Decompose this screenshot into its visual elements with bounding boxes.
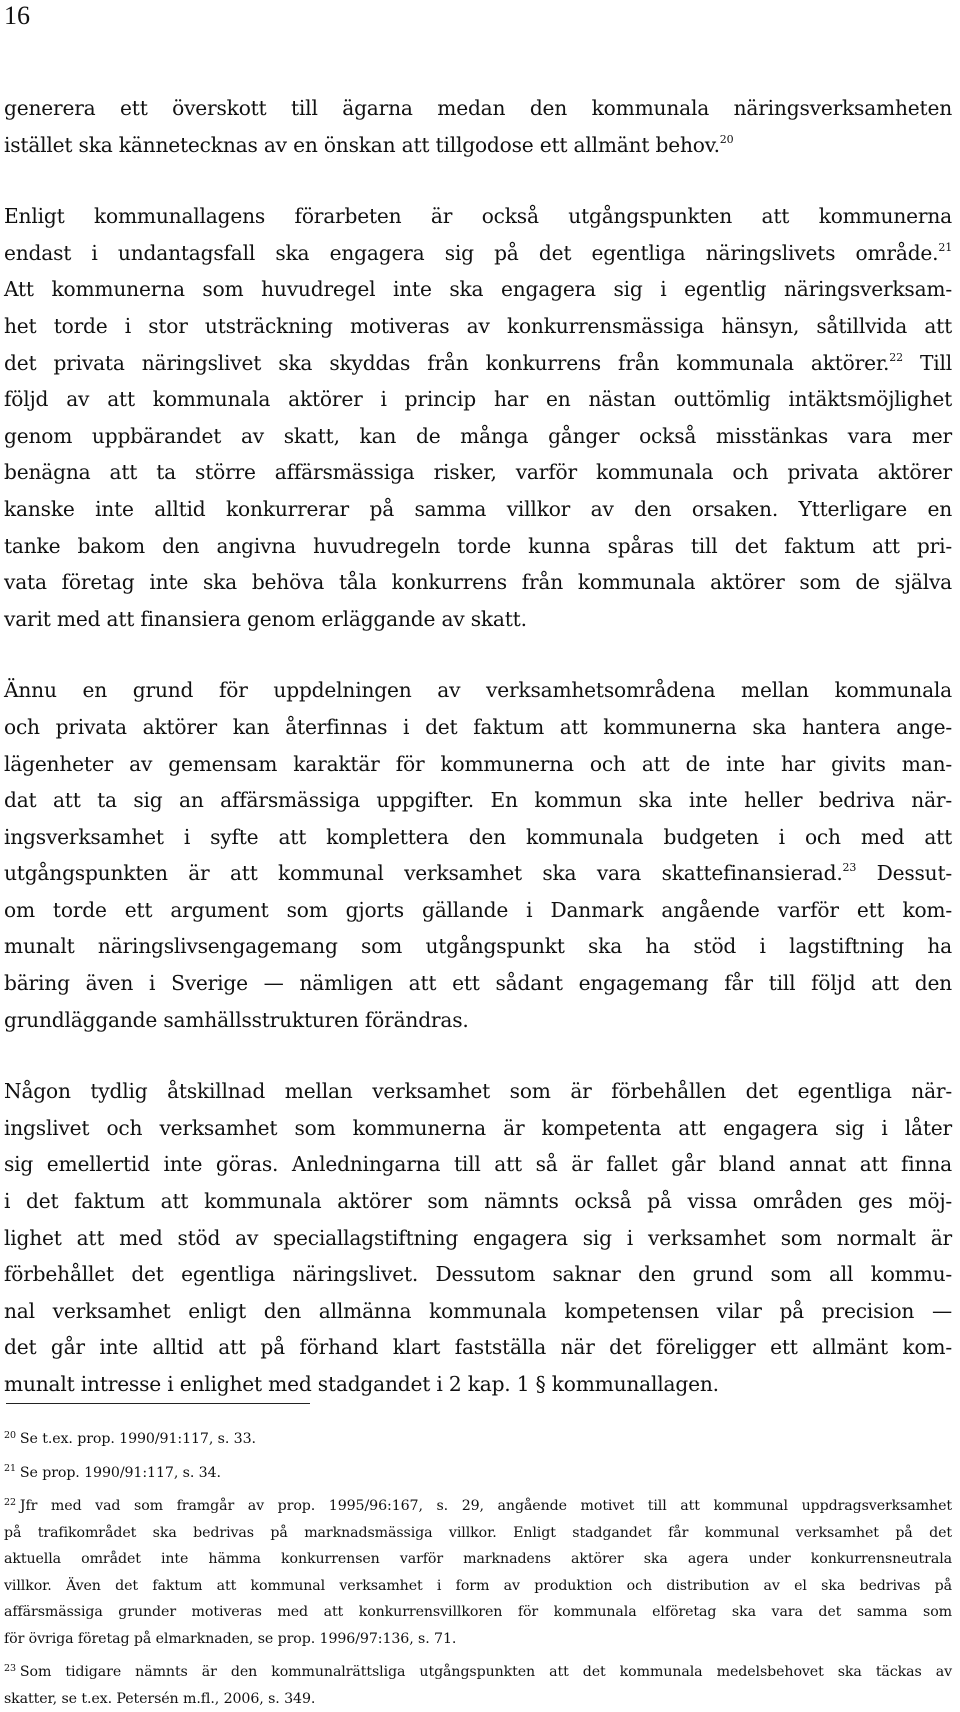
footnote-line [4, 1546, 952, 1573]
line-text: det privata näringslivet ska skyddas från konkurrens från kommunala aktörer. [4, 351, 889, 375]
text-line [4, 819, 952, 856]
line-text-continued: Dessut- [856, 861, 952, 885]
footnote-line [4, 1599, 952, 1626]
footnote [4, 1460, 952, 1487]
line-text: förbehållet det egentliga näringslivet. Dessutom saknar den grund som all kommu- [4, 1262, 952, 1286]
footnote-text: på trafikområdet ska bedrivas på marknadsmässiga villkor. Enligt stadgandet får kommunal verksamhet på det [4, 1525, 952, 1541]
line-text: Någon tydlig åtskillnad mellan verksamhet som är förbehållen det egentliga när- [4, 1079, 952, 1103]
line-text: Ännu en grund för uppdelningen av verksamhetsområdena mellan kommunala [4, 678, 952, 702]
text-line [4, 1256, 952, 1293]
footnote-text: villkor. Även det faktum att kommunal verksamhet i form av produktion och distribution av el ska bedrivas på [4, 1578, 952, 1594]
footnote-line [4, 1520, 952, 1547]
footnote-number: 23 [4, 1663, 16, 1674]
footnote-list [4, 1426, 952, 1712]
line-text: kanske inte alltid konkurrerar på samma villkor av den orsaken. Ytterligare en [4, 497, 952, 521]
text-line [4, 308, 952, 345]
footnote-reference[interactable]: 22 [889, 351, 903, 364]
line-text: och privata aktörer kan återfinnas i det faktum att kommunerna ska hantera ange- [4, 715, 952, 739]
line-text: tanke bakom den angivna huvudregeln torde kunna spåras till det faktum att pri- [4, 534, 952, 558]
footnote [4, 1659, 952, 1712]
line-text: generera ett överskott till ägarna medan den kommunala näringsverksamheten [4, 96, 952, 120]
text-line [4, 235, 952, 272]
text-line [4, 528, 952, 565]
footnote-text: Som tidigare nämnts är den kommunalrättsliga utgångspunkten att det kommunala medelsbehovet ska täckas av [20, 1664, 952, 1680]
text-line [4, 127, 952, 164]
text-line [4, 1293, 952, 1330]
text-line [4, 198, 952, 235]
footnote-line [4, 1573, 952, 1600]
line-text: lighet att med stöd av speciallagstiftning engagera sig i verksamhet som normalt är [4, 1226, 952, 1250]
footnote [4, 1493, 952, 1652]
footnote-text: för övriga företag på elmarknaden, se prop. 1996/97:136, s. 71. [4, 1631, 456, 1647]
footnote-text: Se prop. 1990/91:117, s. 34. [20, 1465, 221, 1481]
line-text: utgångspunkten är att kommunal verksamhet ska vara skattefinansierad. [4, 861, 843, 885]
body-text [4, 90, 952, 1403]
paragraph [4, 198, 952, 637]
text-line [4, 564, 952, 601]
footnote-number: 20 [4, 1430, 16, 1441]
text-line [4, 491, 952, 528]
footnote-line [4, 1460, 952, 1487]
line-text: Att kommunerna som huvudregel inte ska engagera sig i egentlig näringsverksam- [4, 277, 952, 301]
footnote-line [4, 1493, 952, 1520]
text-line [4, 1073, 952, 1110]
text-line [4, 928, 952, 965]
text-line [4, 709, 952, 746]
line-text: istället ska kännetecknas av en önskan att tillgodose ett allmänt behov. [4, 133, 720, 157]
footnote-number: 21 [4, 1463, 16, 1474]
paragraph [4, 1073, 952, 1402]
footnote-reference[interactable]: 23 [843, 861, 857, 874]
line-text: sig emellertid inte göras. Anledningarna till att så är fallet går bland annat att finna [4, 1152, 952, 1176]
footnote-text: aktuella området inte hämma konkurrensen varför marknadens aktörer ska agera under konkurrensneutrala [4, 1551, 952, 1567]
line-text-continued: Till [903, 351, 952, 375]
footnote-line [4, 1686, 952, 1712]
line-text: nal verksamhet enligt den allmänna kommunala kompetensen vilar på precision — [4, 1299, 952, 1323]
line-text: endast i undantagsfall ska engagera sig på det egentliga näringslivets område. [4, 241, 938, 265]
line-text: varit med att finansiera genom erläggande av skatt. [4, 607, 527, 631]
page-number: 16 [4, 0, 30, 34]
line-text: lägenheter av gemensam karaktär för kommunerna och att de inte har givits man- [4, 752, 952, 776]
text-line [4, 1220, 952, 1257]
footnote-line [4, 1659, 952, 1686]
text-line [4, 271, 952, 308]
footnote [4, 1426, 952, 1453]
paragraph-gap [4, 637, 952, 672]
text-line [4, 1183, 952, 1220]
footnote-text: Se t.ex. prop. 1990/91:117, s. 33. [20, 1431, 256, 1447]
line-text: bäring även i Sverige — nämligen att ett sådant engagemang får till följd att den [4, 971, 952, 995]
line-text: genom uppbärandet av skatt, kan de många gånger också misstänkas vara mer [4, 424, 952, 448]
line-text: ingslivet och verksamhet som kommunerna är kompetenta att engagera sig i låter [4, 1116, 952, 1140]
line-text: dat att ta sig an affärsmässiga uppgifter. En kommun ska inte heller bedriva när- [4, 788, 952, 812]
text-line [4, 1110, 952, 1147]
text-line [4, 855, 952, 892]
footnotes [4, 1403, 952, 1712]
text-line [4, 90, 952, 127]
text-line [4, 381, 952, 418]
line-text: munalt näringslivsengagemang som utgångspunkt ska ha stöd i lagstiftning ha [4, 934, 952, 958]
paragraph-gap [4, 163, 952, 198]
line-text: munalt intresse i enlighet med stadgandet i 2 kap. 1 § kommunallagen. [4, 1372, 719, 1396]
line-text: grundläggande samhällsstrukturen förändras. [4, 1008, 469, 1032]
text-line [4, 1146, 952, 1183]
text-line [4, 1002, 952, 1039]
footnote-gap [4, 1652, 952, 1659]
paragraph [4, 672, 952, 1038]
footnote-reference[interactable]: 21 [938, 241, 952, 254]
line-text: het torde i stor utsträckning motiveras av konkurrensmässiga hänsyn, såtillvida att [4, 314, 952, 338]
text-line [4, 965, 952, 1002]
line-text: vata företag inte ska behöva tåla konkurrens från kommunala aktörer som de själva [4, 570, 952, 594]
text-line [4, 746, 952, 783]
footnote-line [4, 1426, 952, 1453]
line-text: följd av att kommunala aktörer i princip har en nästan outtömlig intäktsmöjlighet [4, 387, 952, 411]
footnote-gap [4, 1453, 952, 1460]
text-line [4, 418, 952, 455]
text-line [4, 345, 952, 382]
text-line [4, 601, 952, 638]
text-line [4, 454, 952, 491]
line-text: om torde ett argument som gjorts gällande i Danmark angående varför ett kom- [4, 898, 952, 922]
text-line [4, 672, 952, 709]
text-line [4, 1329, 952, 1366]
text-line [4, 782, 952, 819]
footnote-gap [4, 1486, 952, 1493]
line-text: det går inte alltid att på förhand klart fastställa när det föreligger ett allmänt kom- [4, 1335, 952, 1359]
text-line [4, 1366, 952, 1403]
footnote-separator [6, 1403, 310, 1404]
text-line [4, 892, 952, 929]
line-text: benägna att ta större affärsmässiga risker, varför kommunala och privata aktörer [4, 460, 952, 484]
footnote-text: affärsmässiga grunder motiveras med att konkurrensvillkoren för kommunala elföretag ska vara det samma som [4, 1604, 952, 1620]
line-text: Enligt kommunallagens förarbeten är också utgångspunkten att kommunerna [4, 204, 952, 228]
line-text: ingsverksamhet i syfte att komplettera den kommunala budgeten i och med att [4, 825, 952, 849]
footnote-number: 22 [4, 1497, 16, 1508]
paragraph-gap [4, 1038, 952, 1073]
footnote-text: skatter, se t.ex. Petersén m.fl., 2006, s. 349. [4, 1691, 315, 1707]
footnote-reference[interactable]: 20 [720, 133, 734, 146]
line-text: i det faktum att kommunala aktörer som nämnts också på vissa områden ges möj- [4, 1189, 952, 1213]
paragraph [4, 90, 952, 163]
footnote-line [4, 1626, 952, 1653]
footnote-text: Jfr med vad som framgår av prop. 1995/96:167, s. 29, angående motivet till att kommunal uppdragsverksamhet [20, 1498, 952, 1514]
